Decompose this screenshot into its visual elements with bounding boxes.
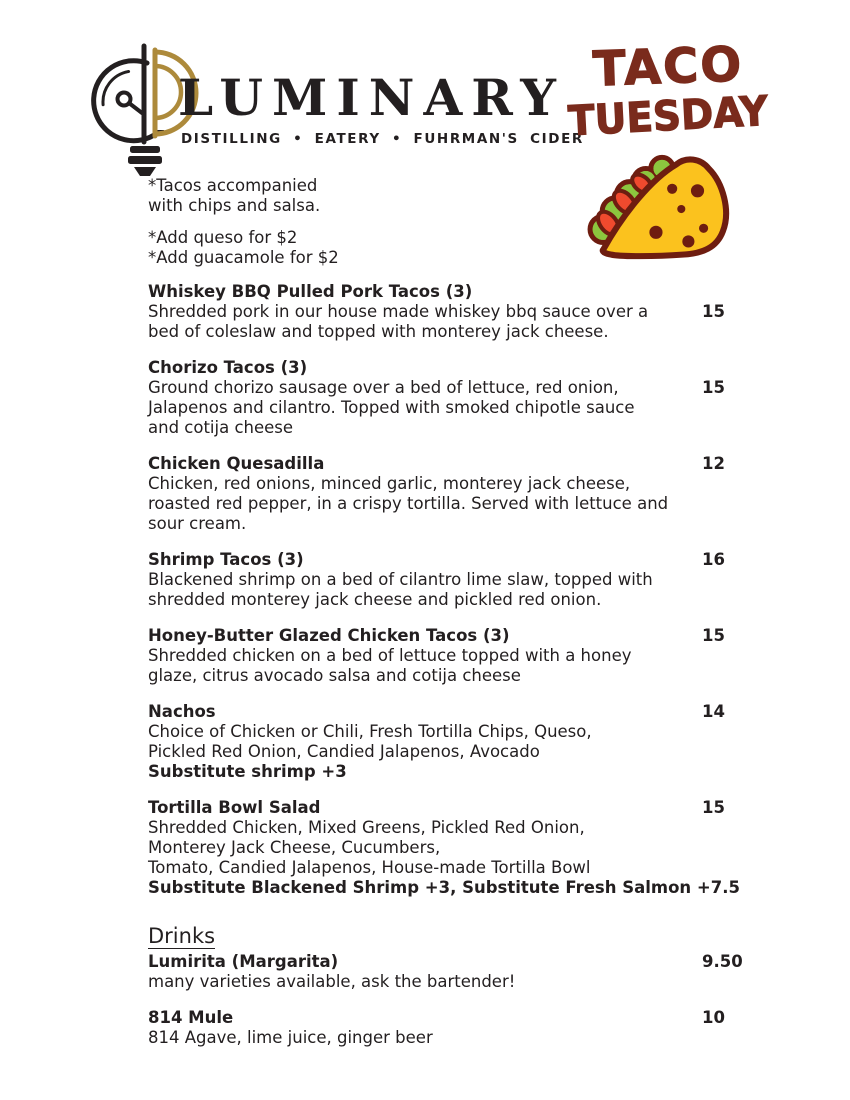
menu-item: [148, 358, 808, 438]
menu-item-desc-line: Shredded pork in our house made whiskey bbq sauce over a: [148, 302, 649, 321]
menu-item-desc-line: Shredded Chicken, Mixed Greens, Pickled Red Onion,: [148, 818, 585, 837]
menu-item-desc-line: shredded monterey jack cheese and pickled red onion.: [148, 590, 602, 609]
menu-item-substitution-note: Substitute Blackened Shrimp +3, Substitute Fresh Salmon +7.5: [148, 878, 740, 897]
menu-item-desc-line: Tomato, Candied Jalapenos, House-made Tortilla Bowl: [148, 858, 591, 877]
drinks-section-header: Drinks: [148, 924, 216, 948]
event-title-line2: TUESDAY: [566, 86, 770, 146]
menu-item-desc-line: Chicken, red onions, minced garlic, monterey jack cheese,: [148, 474, 631, 493]
menu-item: [148, 550, 808, 610]
intro-addon-line: *Add queso for $2: [148, 228, 298, 247]
menu-item: [148, 454, 808, 534]
menu-item-desc-line: and cotija cheese: [148, 418, 294, 437]
menu-item-title: Honey-Butter Glazed Chicken Tacos (3): [148, 626, 510, 645]
menu-item: [148, 702, 808, 782]
intro-notes: [148, 176, 339, 268]
menu-item-price: 15: [702, 302, 725, 321]
menu-item: [148, 282, 808, 342]
intro-note-line: *Tacos accompanied: [148, 176, 318, 195]
menu-item-price: 15: [702, 798, 725, 817]
menu-item-price: 14: [702, 702, 725, 721]
drink-item-price: 9.50: [702, 952, 743, 971]
menu-item-desc-line: Monterey Jack Cheese, Cucumbers,: [148, 838, 441, 857]
drink-item: [148, 1008, 808, 1048]
menu-item-price: 15: [702, 378, 725, 397]
drinks-section: [148, 924, 808, 1048]
drink-item-desc-line: many varieties available, ask the bartender!: [148, 972, 516, 991]
menu-item-desc-line: roasted red pepper, in a crispy tortilla. Served with lettuce and: [148, 494, 669, 513]
menu-item-desc-line: bed of coleslaw and topped with monterey jack cheese.: [148, 322, 609, 341]
drink-item-title: Lumirita (Margarita): [148, 952, 339, 971]
intro-note-line: with chips and salsa.: [148, 196, 321, 215]
event-title-line1: TACO: [591, 36, 745, 98]
drink-item-desc-line: 814 Agave, lime juice, ginger beer: [148, 1028, 433, 1047]
menu-item-desc-line: Shredded chicken on a bed of lettuce topped with a honey: [148, 646, 632, 665]
menu-item-desc-line: Jalapenos and cilantro. Topped with smoked chipotle sauce: [148, 398, 635, 417]
menu-section: [148, 282, 808, 1064]
menu-item: [148, 798, 808, 898]
menu-item-title: Chicken Quesadilla: [148, 454, 325, 473]
menu-item-desc-line: Pickled Red Onion, Candied Jalapenos, Avocado: [148, 742, 540, 761]
menu-item-title: Chorizo Tacos (3): [148, 358, 308, 377]
menu-item-desc-line: sour cream.: [148, 514, 247, 533]
menu-item-desc-line: Ground chorizo sausage over a bed of lettuce, red onion,: [148, 378, 619, 397]
menu-item-title: Shrimp Tacos (3): [148, 550, 304, 569]
brand-tagline: DISTILLING • EATERY • FUHRMAN'S CIDER: [181, 131, 584, 147]
menu-item-substitution-note: Substitute shrimp +3: [148, 762, 347, 781]
menu-item-desc-line: glaze, citrus avocado salsa and cotija cheese: [148, 666, 521, 685]
menu-item-price: 15: [702, 626, 725, 645]
menu-item-price: 16: [702, 550, 725, 569]
menu-item: [148, 626, 808, 686]
taco-illustration-icon: [583, 150, 735, 264]
menu-item-title: Nachos: [148, 702, 216, 721]
menu-item-desc-line: Choice of Chicken or Chili, Fresh Tortilla Chips, Queso,: [148, 722, 592, 741]
drink-item-price: 10: [702, 1008, 725, 1027]
brand-name: LUMINARY: [178, 68, 565, 127]
intro-addon-line: *Add guacamole for $2: [148, 248, 339, 267]
menu-item-price: 12: [702, 454, 725, 473]
menu-item-desc-line: Blackened shrimp on a bed of cilantro lime slaw, topped with: [148, 570, 653, 589]
drink-item-title: 814 Mule: [148, 1008, 234, 1027]
menu-item-title: Whiskey BBQ Pulled Pork Tacos (3): [148, 282, 473, 301]
taco-tuesday-banner: [558, 36, 778, 146]
drink-item: [148, 952, 808, 992]
menu-item-title: Tortilla Bowl Salad: [148, 798, 321, 817]
